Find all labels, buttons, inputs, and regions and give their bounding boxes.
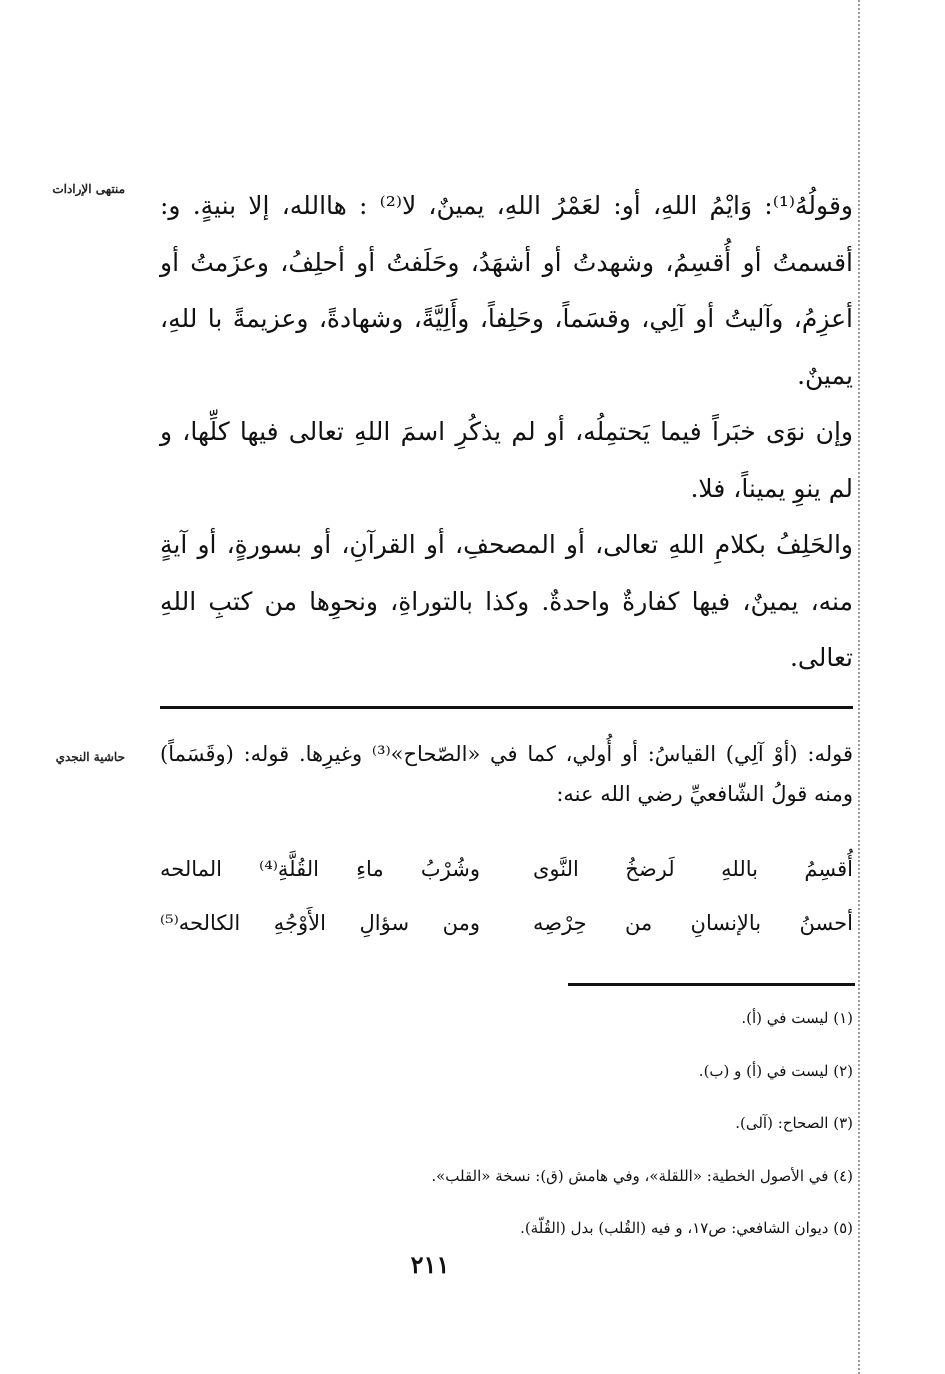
poem-verses: [160, 842, 853, 950]
footnote-item: (٣) الصحاح: (آلى).: [735, 1114, 853, 1132]
verse-second-hemistich: وشُرْبُ ماءِ القُلَّةِ⁽⁴⁾ المالحه: [160, 857, 480, 881]
footnote-item: (٥) ديوان الشافعي: ص١٧، و فيه (القُلب) بدل (القُلّة).: [520, 1219, 853, 1237]
page-number: ٢١١: [410, 1250, 450, 1279]
footnotes: [160, 1000, 853, 1263]
verse-line: [160, 896, 853, 950]
main-paragraph: وقولُهُ⁽¹⁾: وَايْمُ اللهِ، أو: لعَمْرُ اللهِ، يمينٌ، لا⁽²⁾ : هاالله، إلا بنيةٍ. و: أقسمتُ أو أُقسِمُ، وشهدتُ أو أشهَدُ، وحَلَفتُ أو أحلِفُ، وعزَمتُ أو أعزِمُ، وآليتُ أو آلِي، وقسَماً، وحَلِفاً، وأَلِيَّةً، وشهادةً، وعزيمةً با للهِ، يمينٌ.: [160, 191, 853, 390]
commentary-paragraph: قوله: (أوْ آلِي) القياسُ: أو أُولي، كما في «الصّحاح»⁽³⁾ وغيرِها. قوله: (وقَسَماً) ومنه قولُ الشّافعيِّ رضي الله عنه:: [160, 742, 853, 806]
main-paragraph: وإن نوَى خبَراً فيما يَحتمِلُه، أو لم يذكُرِ اسمَ اللهِ تعالى فيها كلِّها، و لم ينوِ يميناً، فلا.: [160, 417, 854, 503]
verse-first-hemistich: أُقسِمُ باللهِ لَرضخُ النَّوى: [533, 857, 853, 881]
verse-second-hemistich: ومن سؤالِ الأَوْجُهِ الكالحه⁽⁵⁾: [160, 911, 480, 935]
verse-line: [160, 842, 853, 896]
footnote-divider: [568, 983, 855, 986]
main-paragraph: والحَلِفُ بكلامِ اللهِ تعالى، أو المصحفِ، أو القرآنِ، أو بسورةٍ، أو آيةٍ منه، يمينٌ، فيها كفارةٌ واحدةٌ. وكذا بالتوراةِ، ونحوِها من كتبِ اللهِ تعالى.: [160, 530, 853, 672]
footnote-item: (١) ليست في (أ).: [741, 1009, 853, 1027]
commentary-text: [160, 734, 853, 814]
section-divider: [160, 706, 853, 709]
page-margin-dotted-line: [858, 0, 860, 1374]
footnote-item: (٤) في الأصول الخطية: «اللقلة»، وفي هامش (ق): نسخة «القلب».: [431, 1166, 853, 1185]
footnote-item: (٢) ليست في (أ) و (ب).: [698, 1061, 853, 1080]
main-text: [160, 178, 853, 687]
side-label-muntaha: منتهى الإرادات: [52, 182, 125, 196]
verse-first-hemistich: أحسنُ بالإنسانِ من حِرْصِه: [533, 911, 853, 935]
side-label-najdi: حاشية النجدي: [55, 750, 125, 764]
